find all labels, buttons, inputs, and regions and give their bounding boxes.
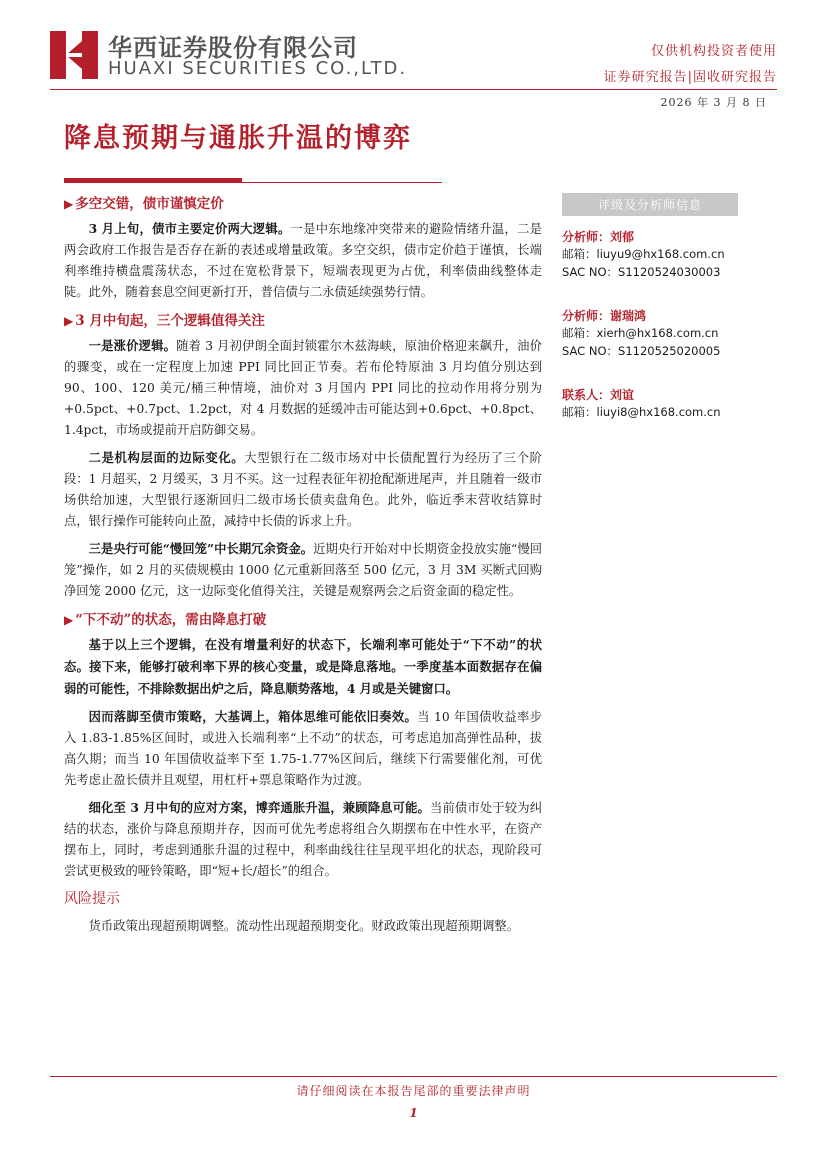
company-name-en: HUAXI SECURITIES CO.,LTD. [108,58,408,79]
contact-email: 邮箱：liuyi8@hx168.com.cn [562,405,721,419]
analyst-email: 邮箱：liuyu9@hx168.com.cn [562,247,725,261]
sidebar-body [562,216,738,421]
paragraph: 3 月上旬，债市主要定价两大逻辑。一是中东地缘冲突带来的避险情绪升温，二是两会政府工作报告是否存在新的表述或增量政策。多空交织，债市定价趋于谨慎，长端利率维持横盘震荡状态，不过在宽松背景下，短端表现更为占优，利率债曲线整体走陡。此外，随着套息空间更新打开，普信债与二永债延续强势行情。 [64,221,542,299]
report-type: 证券研究报告|固收研究报告 [603,70,777,85]
contact-name: 联系人：刘谊 [562,388,635,402]
paragraph: 三是央行可能“慢回笼”中长期冗余资金。近期央行开始对中长期资金投放实施“慢回笼”操作，如 2 月的买债规模由 1000 亿元重新回落至 500 亿元，3 月 3M 买断式回购净回笼 2000 亿元，这一边际变化值得关注，关键是观察两会之后资金面的稳定性。 [64,541,542,598]
section-heading: ▶ 多空交错，债市谨慎定价 [64,196,224,212]
analyst-sidebar [562,193,738,421]
page-number: 1 [409,1106,418,1120]
risk-paragraph: 货币政策出现超预期调整。流动性出现超预期变化。财政政策出现超预期调整。 [88,919,519,933]
paragraph: 细化至 3 月中旬的应对方案，博弈通胀升温，兼顾降息可能。当前债市处于较为纠结的状态，涨价与降息预期并存，因而可优先考虑将组合久期摆布在中性水平，在资产摆布上，同时，考虑到通胀升温的过程中，利率曲线往往呈现平坦化的状态，现阶段可尝试更极致的哑铃策略，即“短+长/超长”的组合。 [64,800,542,878]
title-underline [242,182,442,183]
risk-heading: 风险提示 [64,891,120,907]
paragraph: 二是机构层面的边际变化。大型银行在二级市场对中长债配置行为经历了三个阶段：1 月超买，2 月缓买，3 月不买。这一过程表征年初抢配渐进尾声，并且随着一级市场供给加速，大型银行逐渐回归二级市场长债卖盘角色。此外，临近季末营收结算时点，银行操作可能转向止盈，减持中长债的诉求上升。 [64,450,542,528]
company-name-cn: 华西证券股份有限公司 [108,34,358,62]
audience-note: 仅供机构投资者使用 [650,44,777,59]
report-title: 降息预期与通胀升温的博弈 [64,123,412,154]
sidebar-heading: 评级及分析师信息 [562,193,738,216]
triangle-bullet-icon: ▶ [64,613,74,627]
analyst-name: 分析师：刘郁 [562,230,635,244]
section-heading: ▶ 3 月中旬起，三个逻辑值得关注 [64,313,265,329]
header-divider [50,89,777,90]
section-heading: ▶ “下不动”的状态，需由降息打破 [64,612,267,628]
report-date: 2026 年 3 月 8 日 [660,96,767,109]
paragraph: 一是涨价逻辑。随着 3 月初伊朗全面封锁霍尔木兹海峡，原油价格迎来飙升，油价的骤变，或在一定程度上加速 PPI 同比回正节奏。若布伦特原油 3 月均值分别达到 90、100、120 美元/桶三种情境，油价对 3 月国内 PPI 同比的拉动作用将分别为+0.5pct、+0.7pct、1.2pct，对 4 月数据的延缓冲击可能达到+0.6pct、+0.8pct、1.4pct，市场或提前开启防御交易。 [64,338,542,437]
title-accent-bar [64,178,242,183]
analyst-sac: SAC NO：S1120524030003 [562,265,721,279]
analyst-name: 分析师：谢瑞鸿 [562,309,647,323]
analyst-email: 邮箱：xierh@hx168.com.cn [562,326,719,340]
main-content [64,192,542,943]
paragraph: 因而落脚至债市策略，大基调上，箱体思维可能依旧奏效。当 10 年国债收益率步入 1.83-1.85%区间时，或进入长端利率“上不动”的状态，可考虑追加高弹性品种，拔高久期；而当 10 年国债收益率下至 1.75-1.77%区间后，继续下行需要催化剂，可优先考虑止盈长债并且观望，用杠杆+票息策略作为过渡。 [64,709,542,787]
triangle-bullet-icon: ▶ [64,314,74,328]
huaxi-logo-icon [50,31,98,79]
paragraph: 基于以上三个逻辑，在没有增量利好的状态下，长端利率可能处于“下不动”的状态。接下来，能够打破利率下界的核心变量，或是降息落地。一季度基本面数据存在偏弱的可能性，不排除数据出炉之后，降息顺势落地，4 月或是关键窗口。 [64,637,542,696]
triangle-bullet-icon: ▶ [64,197,74,211]
analyst-sac: SAC NO：S1120525020005 [562,344,721,358]
legal-notice: 请仔细阅读在本报告尾部的重要法律声明 [296,1084,531,1098]
footer-divider [50,1076,777,1077]
